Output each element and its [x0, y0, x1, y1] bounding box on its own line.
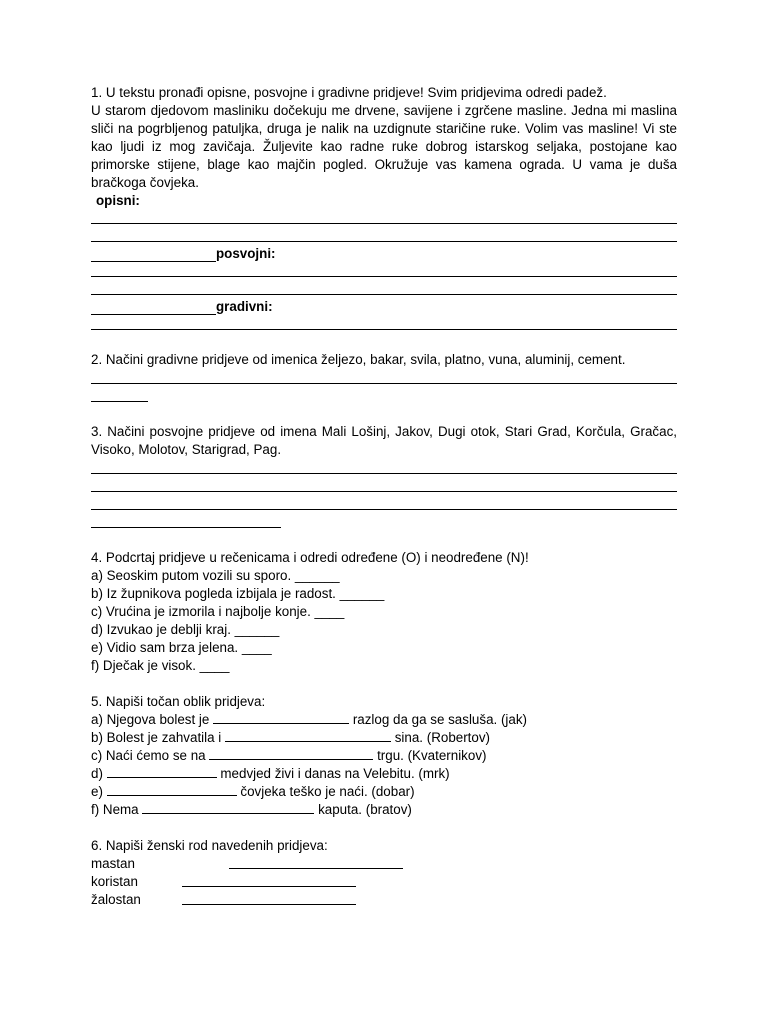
fill-blank[interactable]	[182, 892, 356, 905]
task3-title: 3. Načini posvojne pridjeve od imena Mali Lošinj, Jakov, Dugi otok, Stari Grad, Korčula, Gračac, Visoko, Molotov, Starigrad, Pag.	[91, 424, 677, 457]
task2-title: 2. Načini gradivne pridjeve od imenica željezo, bakar, svila, platno, vuna, aluminij, cement.	[91, 352, 626, 367]
opisni-label: opisni:	[96, 193, 140, 208]
task4-title: 4. Podcrtaj pridjeve u rečenicama i odredi određene (O) i neodređene (N)!	[91, 550, 529, 565]
answer-line[interactable]	[91, 209, 677, 224]
fill-blank[interactable]	[225, 729, 391, 742]
task4-item: d) Izvukao je deblji kraj. ______	[91, 622, 280, 637]
answer-line[interactable]	[91, 513, 281, 528]
posvojni-label: posvojni:	[216, 246, 276, 261]
fill-blank[interactable]	[209, 747, 373, 760]
posvojni-label-row	[91, 245, 677, 262]
gradivni-label-row	[91, 298, 677, 315]
task5-title: 5. Napiši točan oblik pridjeva:	[91, 694, 266, 709]
fill-blank[interactable]	[107, 765, 217, 778]
task5-item: a) Njegova bolest je razlog da ga se sasluša. (jak)	[91, 712, 527, 727]
task4-item: b) Iz župnikova pogleda izbijala je radost. ______	[91, 586, 385, 601]
task1-title: 1. U tekstu pronađi opisne, posvojne i gradivne pridjeve! Svim pridjevima odredi padež.	[91, 85, 607, 100]
answer-line[interactable]	[91, 280, 677, 295]
task6-item: koristan	[91, 873, 677, 891]
task5-item: e) čovjeka teško je naći. (dobar)	[91, 784, 415, 799]
task6-item: mastan	[91, 855, 677, 873]
fill-blank[interactable]	[142, 801, 314, 814]
answer-line[interactable]	[91, 262, 677, 277]
answer-line[interactable]	[91, 301, 216, 315]
task5-item: b) Bolest je zahvatila i sina. (Robertov)	[91, 730, 490, 745]
answer-line[interactable]	[91, 387, 148, 402]
answer-line[interactable]	[91, 459, 677, 474]
answer-line[interactable]	[91, 369, 677, 384]
gradivni-label: gradivni:	[216, 299, 273, 314]
task5-item: f) Nema kaputa. (bratov)	[91, 802, 412, 817]
answer-line[interactable]	[91, 495, 677, 510]
task5-item: c) Naći ćemo se na trgu. (Kvaternikov)	[91, 748, 487, 763]
task4-item: c) Vrućina je izmorila i najbolje konje. ____	[91, 604, 345, 619]
answer-line[interactable]	[91, 477, 677, 492]
opisni-label-row	[91, 192, 677, 209]
answer-line[interactable]	[91, 227, 677, 242]
task4-item: e) Vidio sam brza jelena. ____	[91, 640, 272, 655]
fill-blank[interactable]	[182, 874, 356, 887]
task4-item: a) Seoskim putom vozili su sporo. ______	[91, 568, 340, 583]
fill-blank[interactable]	[213, 711, 349, 724]
answer-line[interactable]	[91, 315, 677, 330]
worksheet	[91, 84, 677, 909]
task1-text: U starom djedovom masliniku dočekuju me drvene, savijene i zgrčene masline. Jedna mi maslina sliči na pogrbljenog patuljka, druga je nalik na uzdignute staričine ruke. Volim vas masline! Vi ste kao ljudi iz mog zavičaja. Žuljevite kao radne ruke dobrog istarskog seljaka, postojane kao primorske stijene, blage kao majčin pogled. Okružuje vas kamena ograda. U vama je duša bračkoga čovjeka.	[91, 103, 677, 190]
task4-item: f) Dječak je visok. ____	[91, 658, 230, 673]
task5-item: d) medvjed živi i danas na Velebitu. (mrk)	[91, 766, 450, 781]
answer-line[interactable]	[91, 248, 216, 262]
fill-blank[interactable]	[107, 783, 237, 796]
fill-blank[interactable]	[229, 856, 403, 869]
task6-item: žalostan	[91, 891, 677, 909]
task6-title: 6. Napiši ženski rod navedenih pridjeva:	[91, 838, 328, 853]
